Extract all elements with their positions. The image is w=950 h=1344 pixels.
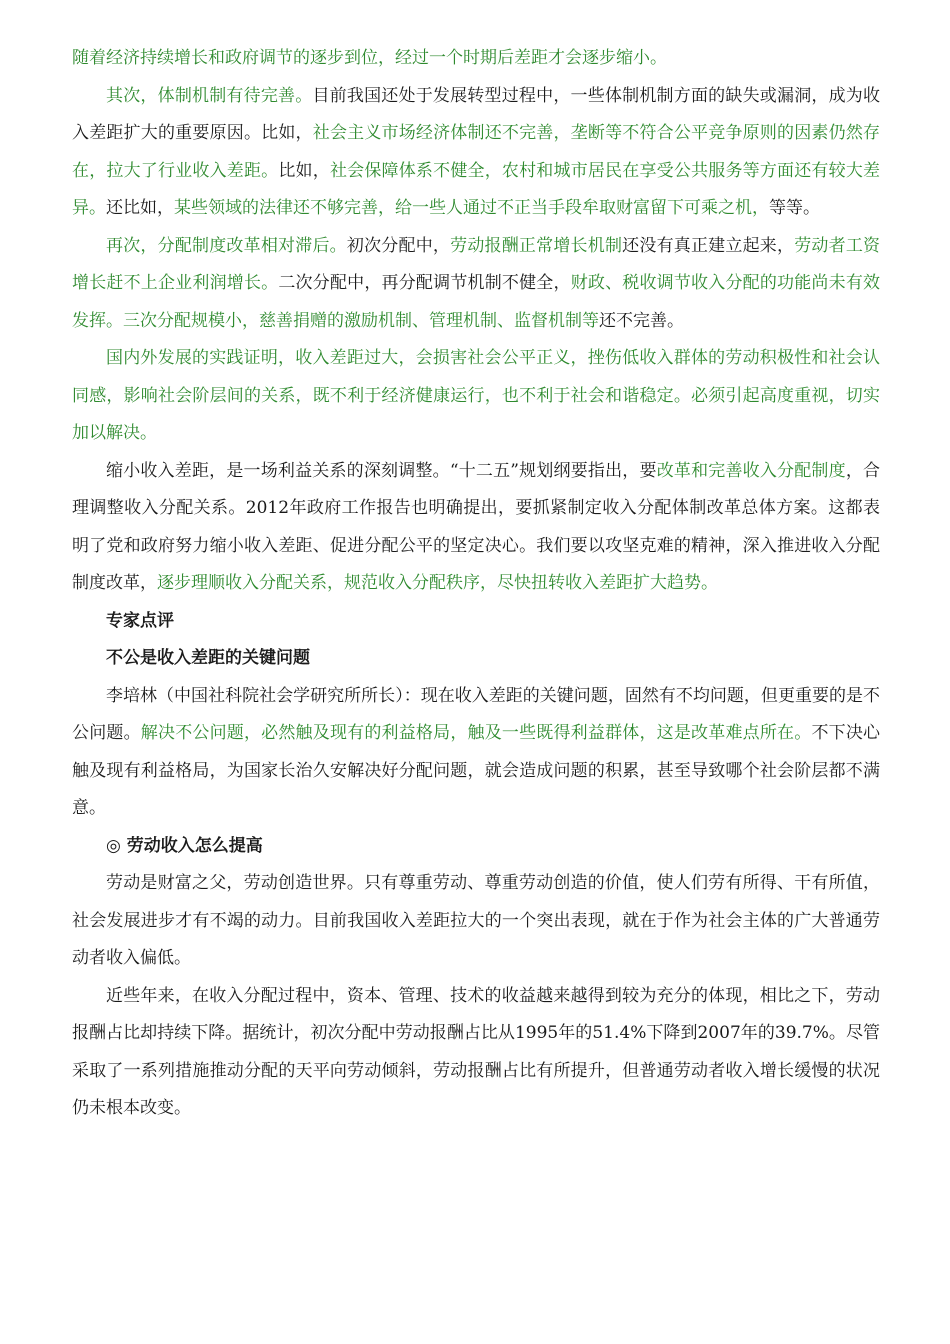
text-run: 等等。 — [769, 198, 820, 218]
text-run: 李培林（中国社科院社会学研究所所长）：现在收入差距的关键问题，固然有不均问题，但更重要的是不公问题。 — [72, 685, 880, 743]
highlighted-text: 社会主义市场经济体制还不完善，垄断等不符合公平竞争原则的因素仍然存在，拉大了行业收入差距。 — [72, 123, 881, 181]
body-paragraph — [72, 340, 880, 453]
text-run: 还没有真正建立起来， — [622, 235, 795, 256]
body-paragraph — [72, 978, 880, 1128]
highlighted-text: 某些领域的法律还不够完善，给一些人通过不正当手段牟取财富留下可乘之机， — [174, 198, 769, 218]
text-run: 近些年来，在收入分配过程中，资本、管理、技术的收益越来越得到较为充分的体现，相比之下，劳动报酬占比却持续下降。据统计，初次分配中劳动报酬占比从1995年的51.4%下降到2007年的39.7%。尽管采取了一系列措施推动分配的天平向劳动倾斜，劳动报酬占比有所提升，但普通劳动者收入增长缓慢的状况仍未根本改变。 — [72, 985, 880, 1118]
text-run: 二次分配中，再分配调节机制不健全， — [278, 273, 571, 293]
section-heading — [72, 828, 880, 866]
body-paragraph — [72, 453, 880, 603]
highlighted-text: 社会保障体系不健全，农村和城市居民在享受公共服务等方面还有较大差异。 — [72, 160, 881, 218]
body-paragraph — [72, 40, 880, 78]
highlighted-text: 国内外发展的实践证明，收入差距过大，会损害社会公平正义，挫伤低收入群体的劳动积极性和社会认同感，影响社会阶层间的关系，既不利于经济健康运行，也不利于社会和谐稳定。必须引起高度重视，切实加以解决。 — [72, 348, 880, 443]
highlighted-text: 改革和完善收入分配制度 — [656, 460, 846, 481]
section-heading — [72, 640, 880, 678]
text-run: 专家点评 — [106, 610, 174, 631]
highlighted-text: 其次，体制机制有待完善。 — [106, 85, 313, 106]
body-paragraph — [72, 678, 880, 828]
highlighted-text: 三次分配规模小， — [123, 310, 259, 331]
body-paragraph — [72, 228, 880, 341]
highlighted-text: 随着经济持续增长和政府调节的逐步到位，经过一个时期后差距才会逐步缩小。 — [72, 48, 667, 68]
text-run: 还比如， — [106, 198, 174, 218]
text-run: 劳动是财富之父，劳动创造世界。只有尊重劳动、尊重劳动创造的价值，使人们劳有所得、干有所值，社会发展进步才有不竭的动力。目前我国收入差距拉大的一个突出表现，就在于作为社会主体的广大普通劳动者收入偏低。 — [72, 873, 880, 968]
section-heading — [72, 603, 880, 641]
highlighted-text: 再次，分配制度改革相对滞后。 — [106, 235, 347, 256]
document-page — [72, 40, 880, 1128]
highlighted-text: 解决不公问题，必然触及现有的利益格局，触及一些既得利益群体，这是改革难点所在。 — [140, 723, 812, 743]
text-run: 不下决心触及现有利益格局，为国家长治久安解决好分配问题，就会造成问题的积累，甚至导致哪个社会阶层都不满意。 — [72, 723, 881, 818]
text-run: 还不完善。 — [599, 310, 684, 331]
highlighted-text: 劳动者工资增长赶不上企业利润增长。 — [72, 235, 881, 293]
highlighted-text: 劳动报酬正常增长机制 — [450, 235, 623, 256]
highlighted-text: 慈善捐赠的激励机制、管理机制、监督机制等 — [259, 310, 599, 331]
highlighted-text: 财政、税收调节收入分配的功能尚未有效发挥。 — [72, 273, 881, 331]
text-run: 不公是收入差距的关键问题 — [106, 648, 310, 668]
text-run: ，合理调整收入分配关系。2012年政府工作报告也明确提出，要抓紧制定收入分配体制改革总体方案。这都表明了党和政府努力缩小收入差距、促进分配公平的坚定决心。我们要以攻坚克难的精神，深入推进收入分配制度改革， — [72, 460, 881, 593]
body-paragraph — [72, 78, 880, 228]
body-paragraph — [72, 865, 880, 978]
text-run: 目前我国还处于发展转型过程中，一些体制机制方面的缺失或漏洞，成为收入差距扩大的重要原因。比如， — [72, 85, 881, 143]
text-run: 缩小收入差距，是一场利益关系的深刻调整。“十二五”规划纲要指出，要 — [106, 460, 657, 481]
highlighted-text: 逐步理顺收入分配关系，规范收入分配秩序，尽快扭转收入差距扩大趋势。 — [157, 573, 718, 593]
text-run: 比如， — [278, 160, 330, 181]
text-run: 初次分配中， — [346, 235, 451, 256]
text-run: ◎ 劳动收入怎么提高 — [106, 835, 263, 856]
